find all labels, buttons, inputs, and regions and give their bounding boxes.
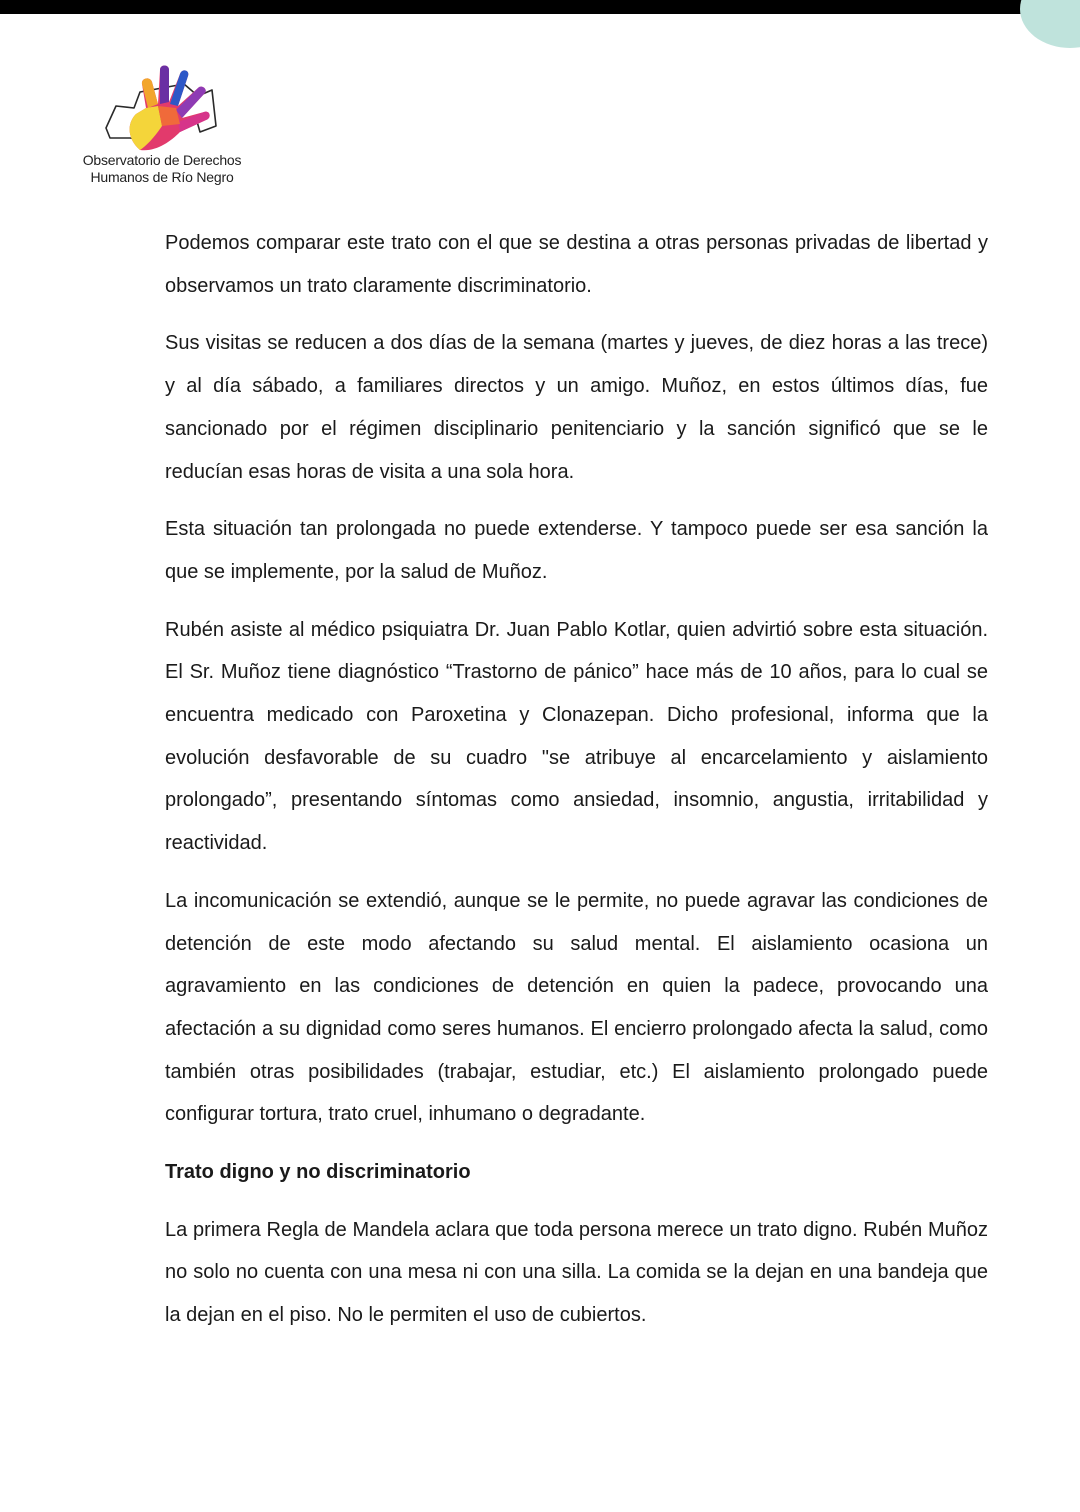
paragraph-3: Esta situación tan prolongada no puede extenderse. Y tampoco puede ser esa sanción la que se implemente, por la salud de Muñoz. — [165, 518, 988, 583]
document-body — [165, 222, 988, 1352]
paragraph-6: La primera Regla de Mandela aclara que toda persona merece un trato digno. Rubén Muñoz no solo no cuenta con una mesa ni con una silla. La comida se la dejan en una bandeja que la dejan en el piso. No le permiten el uso de cubiertos. — [165, 1218, 988, 1327]
section-heading: Trato digno y no discriminatorio — [165, 1161, 471, 1184]
corner-decoration — [1020, 0, 1080, 48]
rainbow-hand-icon — [100, 62, 220, 154]
top-bar — [0, 0, 1080, 14]
paragraph-4: Rubén asiste al médico psiquiatra Dr. Juan Pablo Kotlar, quien advirtió sobre esta situación. El Sr. Muñoz tiene diagnóstico “Trastorno de pánico” hace más de 10 años, para lo cual se encuentra medicado con Paroxetina y Clonazepan. Dicho profesional, informa que la evolución desfavorable de su cuadro "se atribuye al encarcelamiento y aislamiento prolongado”, presentando síntomas como ansiedad, insomnio, angustia, irritabilidad y reactividad. — [165, 618, 988, 855]
organization-name-line1: Observatorio de Derechos — [82, 152, 242, 168]
organization-logo — [62, 60, 262, 195]
paragraph-2: Sus visitas se reducen a dos días de la semana (martes y jueves, de diez horas a las trece) y al día sábado, a familiares directos y un amigo. Muñoz, en estos últimos días, fue sancionado por el régimen disciplinario penitenciario y la sanción significó que se le reducían esas horas de visita a una sola hora. — [165, 332, 988, 483]
organization-name — [62, 152, 262, 186]
organization-name-line2: Humanos de Río Negro — [90, 169, 234, 185]
paragraph-5: La incomunicación se extendió, aunque se le permite, no puede agravar las condiciones de detención de este modo afectando su salud mental. El aislamiento ocasiona un agravamiento en las condiciones de detención en quien la padece, provocando una afectación a su dignidad como seres humanos. El encierro prolongado afecta la salud, como también otras posibilidades (trabajar, estudiar, etc.) El aislamiento prolongado puede configurar tortura, trato cruel, inhumano o degradante. — [165, 889, 988, 1126]
paragraph-1: Podemos comparar este trato con el que se destina a otras personas privadas de libertad y observamos un trato claramente discriminatorio. — [165, 232, 988, 297]
